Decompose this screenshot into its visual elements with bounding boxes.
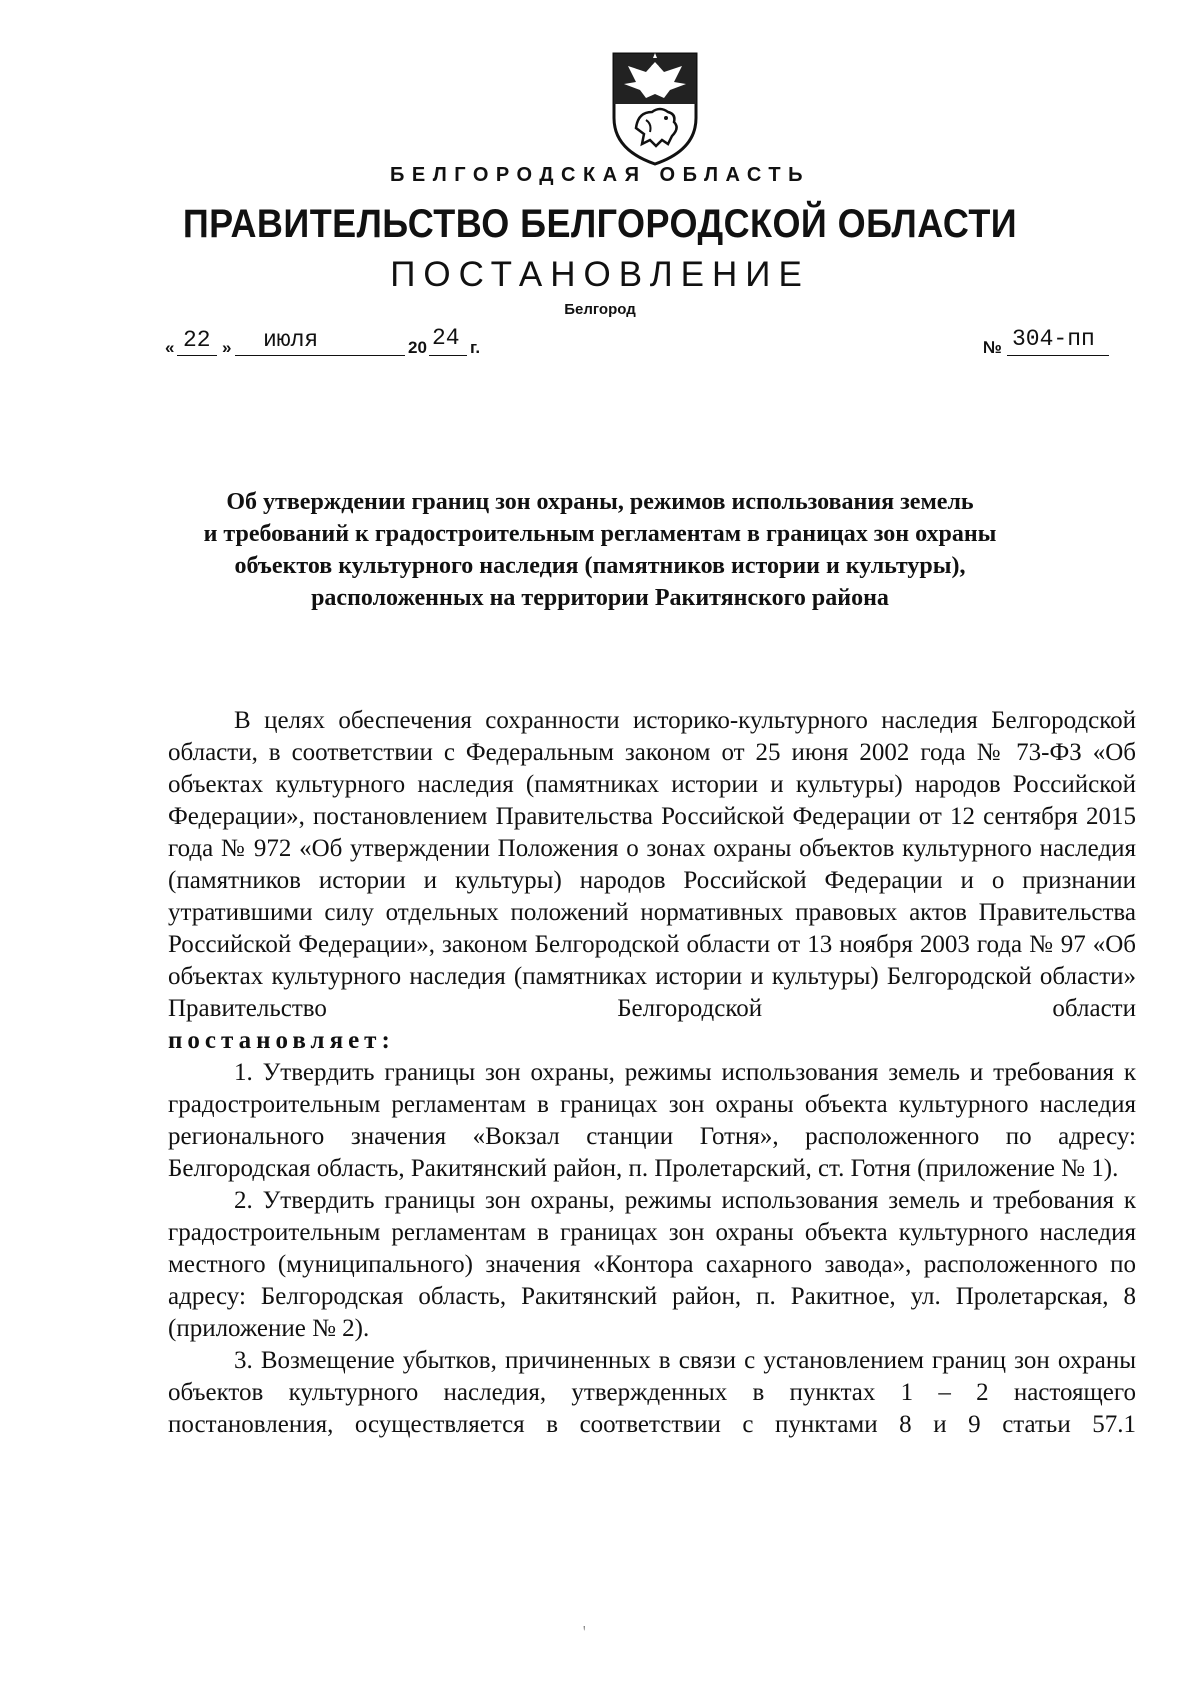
date-number-line — [165, 324, 1115, 364]
document-title — [150, 486, 1050, 614]
date-month: июля — [263, 327, 319, 353]
date-year-abbr: г. — [470, 338, 481, 357]
month-underline — [235, 355, 405, 356]
item-3-paragraph: 3. Возмещение убытков, причиненных в связи с установлением границ зон охраны объектов культурного наследия, утвержденных в пунктах 1 – 2 настоящего постановления, осуществляется в соответствии с пунктами 8 и 9 статьи 57.1 — [168, 1347, 1136, 1438]
title-line: Об утверждении границ зон охраны, режимов использования земель — [226, 489, 974, 515]
title-line: расположенных на территории Ракитянского района — [311, 585, 889, 611]
city-name: Белгород — [564, 301, 636, 318]
item-2-paragraph: 2. Утвердить границы зон охраны, режимы использования земель и требования к градостроительным регламентам в границах зон охраны объекта культурного наследия местного (муниципального) значения «Контора сахарного завода», расположенного по адресу: Белгородская область, Ракитянский район, п. Ракитное, ул. Пролетарская, 8 (приложение № 2). — [168, 1187, 1136, 1342]
government-name: ПРАВИТЕЛЬСТВО БЕЛГОРОДСКОЙ ОБЛАСТИ — [182, 202, 1018, 246]
date-open-quote: « — [165, 338, 175, 357]
date-year-suffix: 24 — [432, 325, 460, 351]
document-body — [168, 705, 1136, 1441]
date-day: 22 — [183, 327, 211, 353]
document-number: 304-пп — [1012, 326, 1095, 352]
date-year-prefix: 20 — [408, 338, 427, 357]
coat-of-arms-emblem — [606, 48, 704, 168]
page-mark: ꞌ — [583, 1624, 586, 1639]
title-line: и требований к градостроительным регламентам в границах зон охраны — [203, 521, 997, 547]
resolves-text: постановляет: — [168, 1027, 395, 1054]
number-label: № — [983, 338, 1002, 357]
number-underline — [1007, 355, 1109, 356]
day-underline — [177, 355, 217, 356]
preamble-paragraph: В целях обеспечения сохранности историко-культурного наследия Белгородской области, в соответствии с Федеральным законом от 25 июня 2002 года № 73-ФЗ «Об объектах культурного наследия (памятниках истории и культуры) народов Российской Федерации», постановлением Правительства Российской Федерации от 12 сентября 2015 года № 972 «Об утверждении Положения о зонах охраны объектов культурного наследия (памятников истории и культуры) народов Российской Федерации и о признании утратившими силу отдельных положений нормативных правовых актов Правительства Российской Федерации», законом Белгородской области от 13 ноября 2003 года № 97 «Об объектах культурного наследия (памятниках истории и культуры) Белгородской области» Правительство Белгородской области — [168, 707, 1136, 1022]
title-line: объектов культурного наследия (памятников истории и культуры), — [234, 553, 966, 579]
region-name: БЕЛГОРОДСКАЯ ОБЛАСТЬ — [390, 164, 810, 186]
item-1-paragraph: 1. Утвердить границы зон охраны, режимы использования земель и требования к градостроительным регламентам в границах зон охраны объекта культурного наследия регионального значения «Вокзал станции Готня», расположенного по адресу: Белгородская область, Ракитянский район, п. Пролетарский, ст. Готня (приложение № 1). — [168, 1059, 1136, 1182]
resolution-word — [168, 1025, 1136, 1057]
year-underline — [429, 355, 467, 356]
date-close-quote: » — [222, 338, 232, 357]
document-type: ПОСТАНОВЛЕНИЕ — [390, 255, 810, 294]
